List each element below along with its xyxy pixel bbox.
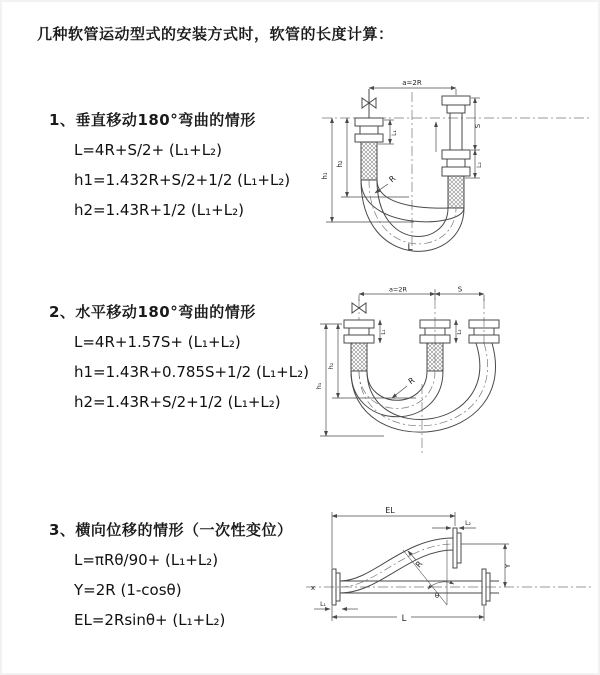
braided-hose-section: [448, 176, 464, 208]
radius-label: R: [387, 173, 398, 185]
dim-label-a2r: a=2R: [402, 79, 422, 87]
dimension-a2r: [369, 88, 456, 96]
section-2-heading: 2、水平移动180°弯曲的情形: [49, 303, 256, 321]
dimension-a2r-s: [359, 289, 484, 301]
radius-leader: [408, 551, 416, 560]
flange-upper: [453, 528, 461, 568]
valve-icon: [362, 89, 376, 118]
radius-label: R: [406, 375, 417, 387]
fitting-left: [344, 320, 374, 371]
braided-hose-section: [361, 142, 377, 180]
dim-label-s: S: [457, 286, 463, 294]
section-3-heading: 3、横向位移的情形（一次性变位）: [49, 521, 293, 539]
fitting-middle: [420, 320, 450, 371]
formula-line: h2=1.43R+1/2 (L₁+L₂): [74, 201, 244, 219]
dim-label-y: Y: [504, 563, 512, 569]
fitting-right-upper: [442, 96, 470, 150]
dim-label-s: S: [474, 123, 482, 129]
fitting-left: [355, 118, 383, 180]
formula-line: L=πRθ/90+ (L₁+L₂): [74, 551, 219, 569]
formula-line: EL=2Rsinθ+ (L₁+L₂): [74, 611, 226, 629]
braided-hose-section: [427, 343, 443, 371]
diagram-vertical-180-bend: [314, 76, 600, 256]
length-label: L: [407, 243, 413, 253]
section-1-heading: 1、垂直移动180°弯曲的情形: [49, 111, 256, 129]
dim-label-l2: L₂: [476, 162, 483, 168]
dim-label-h1: h₁: [321, 172, 329, 180]
dim-label-a2r: a=2R: [388, 286, 408, 294]
page-title: 几种软管运动型式的安装方式时，软管的长度计算：: [37, 25, 394, 43]
dim-label-l2: L₂: [457, 329, 463, 335]
flange-right: [482, 569, 499, 605]
dim-label-h2: h₂: [336, 160, 344, 168]
formula-line: L=4R+1.57S+ (L₁+L₂): [74, 333, 241, 351]
radius-label: R: [413, 559, 425, 570]
centerlines: [359, 299, 484, 454]
dimension-l: [332, 606, 484, 621]
braided-hose-section: [351, 343, 367, 371]
angle-construction: [403, 540, 454, 605]
end-mark: x: [310, 584, 316, 592]
dim-label-h2: h₂: [327, 362, 335, 370]
dim-label-el: EL: [385, 506, 395, 515]
dim-label-l1: L₁: [391, 130, 398, 136]
length-label: L: [401, 614, 407, 624]
hose-u-curves: [351, 343, 496, 432]
formula-line: h1=1.43R+0.785S+1/2 (L₁+L₂): [74, 363, 309, 381]
formula-line: Y=2R (1-cosθ): [74, 581, 182, 599]
diagram-lateral-displacement: [298, 502, 600, 650]
formula-line: h2=1.43R+S/2+1/2 (L₁+L₂): [74, 393, 281, 411]
dim-label-l1: L₁: [381, 329, 387, 335]
dim-label-h1: h₁: [315, 382, 323, 390]
formula-line: L=4R+S/2+ (L₁+L₂): [74, 141, 222, 159]
hose-s-curve: [340, 538, 453, 593]
dim-label-l1: L₁: [320, 601, 326, 608]
dim-label-l2: L₂: [465, 520, 471, 527]
formula-line: h1=1.432R+S/2+1/2 (L₁+L₂): [74, 171, 291, 189]
angle-label: θ: [434, 592, 440, 600]
fitting-right-lower: [442, 150, 470, 208]
radius-leader: [392, 386, 407, 398]
diagram-horizontal-180-bend: [314, 286, 600, 458]
